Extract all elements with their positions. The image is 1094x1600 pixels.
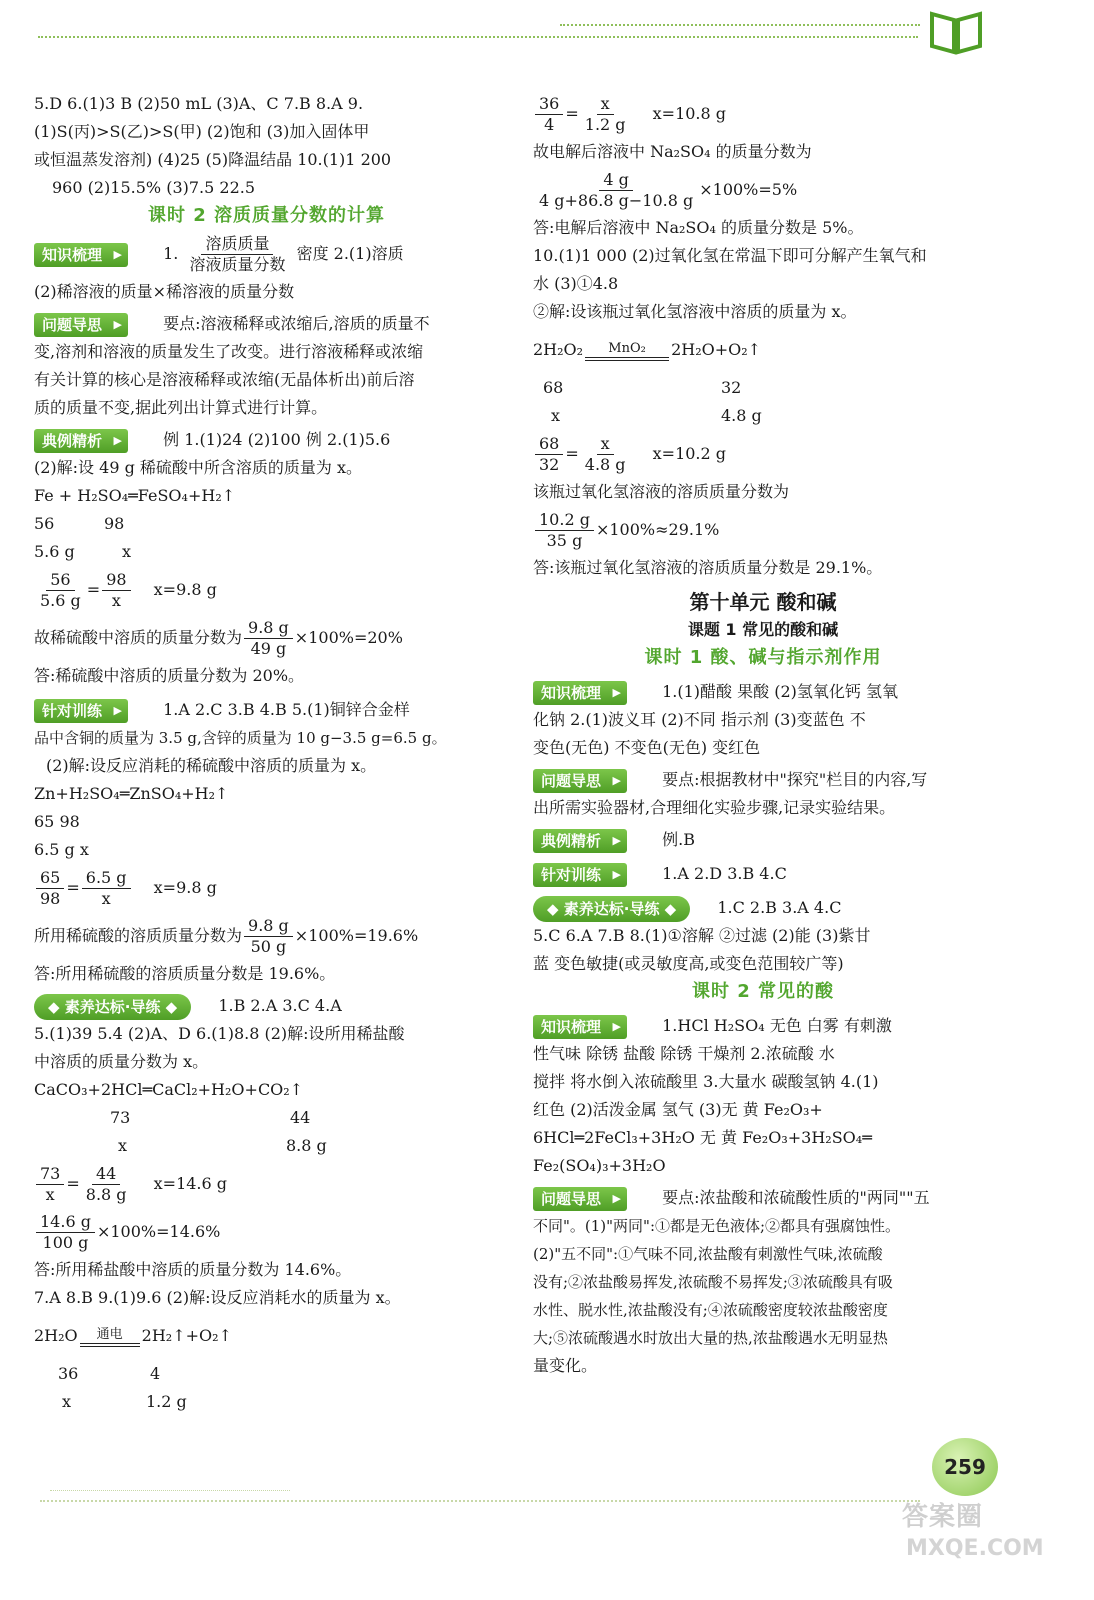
text: 要点:浓盐酸和浓硫酸性质的"两同""五 [662,1188,930,1207]
fraction [185,234,289,275]
badge-example: 典例精析 ▶ [34,429,128,453]
fraction [36,868,64,909]
equation-row [34,1360,499,1388]
answer-line: 有关计算的核心是溶液稀释或浓缩(无晶体析出)前后溶 [34,370,415,389]
watermark-url: MXQE.COM [906,1536,1044,1561]
answer-line: 质的质量不变,据此列出计算式进行计算。 [34,398,328,417]
unit-title: 第十单元 酸和碱 [689,590,837,614]
text: 密度 2.(1)溶质 [296,244,404,263]
equation [34,1312,499,1360]
answer-line: 答:所用稀盐酸中溶质的质量分数为 14.6%。 [34,1260,352,1279]
text: x=10.8 g [652,104,727,123]
denominator: x [101,889,111,908]
badge-question-guide: 问题导思 ▶ [34,313,128,337]
denominator: x [45,1185,55,1204]
proportion: $\frac{56}{5.6 g}$ = $\frac{98}{x}$ x=9.8 g [34,566,499,614]
answer-line: 答:所用稀硫酸的溶质质量分数是 19.6%。 [34,964,336,983]
denominator: 35 g [546,531,583,550]
equation-row [533,374,993,402]
fraction [581,434,630,475]
text: 2H₂↑+O₂↑ [141,1326,232,1345]
equation-row [34,1104,499,1132]
knowledge-row [533,678,993,706]
condition-label: 通电 [96,1326,123,1342]
lesson-heading: 课时 1 酸、碱与指示剂作用 [644,647,882,668]
proportion: $\frac{65}{98}$ = $\frac{6.5 g}{x}$ x=9.8 g [34,864,499,912]
text: 1.(1)醋酸 果酸 (2)氢氧化钙 氢氧 [662,682,898,701]
text: 4.8 g [721,406,762,425]
proportion: $\frac{68}{32}$ = $\frac{x}{4.8 g}$ x=10.2 g [533,430,993,478]
numerator: 65 [36,868,64,889]
percentage-line [34,912,499,960]
numerator: 73 [36,1164,64,1185]
answer-line: (2)"五不同":①气味不同,浓盐酸有刺激性气味,浓硫酸 [533,1245,883,1263]
answer-line: 品中含铜的质量为 3.5 g,含锌的质量为 10 g−3.5 g=6.5 g。 [34,729,447,747]
denominator: 49 g [250,639,287,658]
denominator: 5.6 g [40,591,81,610]
text: 5.6 g [34,542,75,561]
answer-line: ②解:设该瓶过氧化氢溶液中溶质的质量为 x。 [533,302,857,321]
equation-row: 65 98 [34,812,80,831]
text: 98 [104,514,125,533]
text: 36 [58,1364,79,1383]
question-guide-row [34,310,499,338]
badge-example: 典例精析 ▶ [533,829,627,853]
lesson-heading: 课时 2 溶质质量分数的计算 [147,205,386,226]
header-decoration-line [560,24,920,26]
answer-line: 960 (2)15.5% (3)7.5 22.5 [52,178,256,197]
numerator: 6.5 g [82,868,131,889]
numerator: 4 g [599,170,633,191]
answer-line: 5.D 6.(1)3 B (2)50 mL (3)A、C 7.B 8.A 9. [34,94,364,113]
percentage-line [34,614,499,662]
page-number: 259 [932,1438,998,1496]
percentage-line [533,166,993,214]
text: 故稀硫酸中溶质的质量分数为 [34,628,243,647]
text: 例 1.(1)24 (2)100 例 2.(1)5.6 [163,430,391,449]
badge-knowledge: 知识梳理 ▶ [34,243,128,267]
answer-line: 蓝 变色敏捷(或灵敏度高,或变色范围较广等) [533,954,844,973]
fraction [244,618,293,659]
badge-knowledge: 知识梳理 ▶ [533,1015,627,1039]
denominator: 4 g+86.8 g−10.8 g [539,191,694,210]
text: x [551,406,561,425]
text: x [62,1392,72,1411]
fraction [82,868,131,909]
equation-row [34,510,499,538]
badge-question-guide: 问题导思 ▶ [533,769,627,793]
question-guide-row [533,766,993,794]
knowledge-row [34,230,499,278]
fraction [244,916,293,957]
text: x=14.6 g [153,1174,228,1193]
answer-line: 或恒温蒸发溶剂) (4)25 (5)降温结晶 10.(1)1 200 [34,150,392,169]
proportion: $\frac{73}{x}$ = $\frac{44}{8.8 g}$ x=14.6 g [34,1160,499,1208]
numerator: 56 [46,570,74,591]
badge-literacy: ◆ 素养达标·导练 ◆ [533,896,690,922]
answer-line: (2)稀溶液的质量×稀溶液的质量分数 [34,282,295,301]
equation-row [34,1388,499,1416]
open-book-icon [928,6,984,56]
answer-line: 6HCl═2FeCl₃+3H₂O 无 黄 Fe₂O₃+3H₂SO₄═ [533,1128,872,1147]
question-guide-row [533,1184,993,1212]
answer-line: (2)解:设 49 g 稀硫酸中所含溶质的质量为 x。 [34,458,363,477]
answer-line: 不同"。(1)"两同":①都是无色液体;②都具有强腐蚀性。 [533,1217,901,1235]
answer-line: (1)S(丙)>S(乙)>S(甲) (2)饱和 (3)加入固体甲 [34,122,370,141]
reaction-condition [585,341,669,361]
text: 2H₂O [34,1326,78,1345]
equation: Fe + H₂SO₄═FeSO₄+H₂↑ [34,486,236,505]
text: ×100%≈29.1% [595,520,720,539]
numerator: 10.2 g [535,510,594,531]
answer-line: 中溶质的质量分数为 x。 [34,1052,209,1071]
answer-line: 量变化。 [533,1356,598,1375]
text: 所用稀硫酸的溶质质量分数为 [34,926,243,945]
answer-line: 变,溶剂和溶液的质量发生了改变。进行溶液稀释或浓缩 [34,342,424,361]
text: 56 [34,514,55,533]
denominator: 溶液质量分数 [189,255,286,274]
percentage-line [34,1208,499,1256]
equals-bar [80,1343,140,1347]
text: x=10.2 g [652,444,727,463]
answer-line: 搅拌 将水倒入浓硫酸里 3.大量水 碳酸氢钠 4.(1) [533,1072,879,1091]
text: 1.HCl H₂SO₄ 无色 白雾 有刺激 [662,1016,892,1035]
text: 1.A 2.D 3.B 4.C [662,864,787,883]
answer-line: 性气味 除锈 盐酸 除锈 干燥剂 2.浓硫酸 水 [533,1044,835,1063]
fraction [36,1164,64,1205]
text: ×100%=14.6% [96,1222,221,1241]
text: 1.B 2.A 3.C 4.A [218,996,342,1015]
fraction [36,570,85,611]
numerator: x [597,434,614,455]
example-row [533,826,993,854]
numerator: 44 [92,1164,120,1185]
numerator: 9.8 g [244,618,293,639]
text: 73 [110,1108,131,1127]
equation: CaCO₃+2HCl═CaCl₂+H₂O+CO₂↑ [34,1080,304,1099]
text: 1. [163,244,179,263]
text: 44 [290,1108,311,1127]
fraction [102,570,130,611]
answer-line: 大;⑤浓硫酸遇水时放出大量的热,浓盐酸遇水无明显热 [533,1329,888,1347]
training-row [34,696,499,724]
text: 1.2 g [146,1392,187,1411]
answer-line: 没有;②浓盐酸易挥发,浓硫酸不易挥发;③浓硫酸具有吸 [533,1273,893,1291]
equation: Zn+H₂SO₄═ZnSO₄+H₂↑ [34,784,229,803]
numerator: 36 [535,94,563,115]
text: 要点:溶液稀释或浓缩后,溶质的质量不 [163,314,430,333]
header-rule [38,36,918,38]
topic-title: 课题 1 常见的酸和碱 [687,620,839,639]
badge-training: 针对训练 ▶ [34,699,128,723]
text: 4 [150,1364,161,1383]
text: 32 [721,378,742,397]
fraction [82,1164,131,1205]
literacy-row [34,992,499,1020]
left-column [34,90,499,1416]
answer-line: 7.A 8.B 9.(1)9.6 (2)解:设反应消耗水的质量为 x。 [34,1288,401,1307]
literacy-row [533,894,993,922]
fraction [535,170,697,211]
answer-line: 化钠 2.(1)波义耳 (2)不同 指示剂 (3)变蓝色 不 [533,710,866,729]
denominator: x [111,591,121,610]
denominator: 8.8 g [85,1185,127,1204]
fraction [535,434,563,475]
numerator: 9.8 g [244,916,293,937]
fraction [36,1212,95,1253]
footer-decoration-line [50,1490,290,1491]
numerator: 溶质质量 [201,234,273,255]
fraction [581,94,630,135]
text: 例.B [662,830,695,849]
numerator: 98 [102,570,130,591]
equation-row [34,538,499,566]
badge-knowledge: 知识梳理 ▶ [533,681,627,705]
answer-line: 10.(1)1 000 (2)过氧化氢在常温下即可分解产生氧气和 [533,246,927,265]
right-column [533,90,993,1380]
numerator: 14.6 g [36,1212,95,1233]
answer-line: 变色(无色) 不变色(无色) 变红色 [533,738,761,757]
denominator: 1.2 g [584,115,626,134]
example-row [34,426,499,454]
badge-training: 针对训练 ▶ [533,863,627,887]
numerator: x [597,94,614,115]
equation [533,326,993,374]
denominator: 32 [539,455,560,474]
answer-line: 红色 (2)活泼金属 氢气 (3)无 黄 Fe₂O₃+ [533,1100,823,1119]
text: 1.C 2.B 3.A 4.C [717,898,842,917]
text: 8.8 g [286,1136,327,1155]
equation-row: 6.5 g x [34,840,89,859]
answer-line: 5.(1)39 5.4 (2)A、D 6.(1)8.8 (2)解:设所用稀盐酸 [34,1024,405,1043]
answer-line: 水 (3)①4.8 [533,274,619,293]
badge-literacy: ◆ 素养达标·导练 ◆ [34,994,191,1020]
denominator: 4.8 g [584,455,626,474]
answer-line: 答:该瓶过氧化氢溶液的溶质质量分数是 29.1%。 [533,558,883,577]
answer-line: Fe₂(SO₄)₃+3H₂O [533,1156,666,1175]
answer-line: (2)解:设反应消耗的稀硫酸中溶质的质量为 x。 [46,756,377,775]
equation-row [533,402,993,430]
equation-row [34,1132,499,1160]
text: 2H₂O+O₂↑ [671,340,762,359]
answer-line: 故电解后溶液中 Na₂SO₄ 的质量分数为 [533,142,812,161]
lesson-heading: 课时 2 常见的酸 [691,981,835,1002]
footer-rule [40,1500,920,1502]
numerator: 68 [535,434,563,455]
denominator: 50 g [250,937,287,956]
condition-label: MnO₂ [608,340,646,356]
answer-line: 答:电解后溶液中 Na₂SO₄ 的质量分数是 5%。 [533,218,864,237]
text: ×100%=20% [294,628,403,647]
denominator: 100 g [42,1233,89,1252]
knowledge-row [533,1012,993,1040]
text: ×100%=19.6% [294,926,419,945]
fraction [535,94,563,135]
answer-line: 5.C 6.A 7.B 8.(1)①溶解 ②过滤 (2)能 (3)紫甘 [533,926,871,945]
text: 68 [543,378,564,397]
proportion: $\frac{36}{4}$ = $\frac{x}{1.2 g}$ x=10.8 g [533,90,993,138]
training-row [533,860,993,888]
reaction-condition [80,1327,140,1347]
text: ×100%=5% [699,180,798,199]
text: x [122,542,132,561]
text: 1.A 2.C 3.B 4.B 5.(1)铜锌合金样 [163,700,410,719]
denominator: 4 [544,115,555,134]
percentage-line [533,506,993,554]
fraction [535,510,594,551]
answer-line: 水性、脱水性,浓盐酸没有;④浓硫酸密度较浓盐酸密度 [533,1301,888,1319]
text: x=9.8 g [153,878,217,897]
answer-line: 出所需实验器材,合理细化实验步骤,记录实验结果。 [533,798,896,817]
text: 2H₂O₂ [533,340,584,359]
watermark-logo: 答案圈 [902,1502,984,1532]
answer-line: 答:稀硫酸中溶质的质量分数为 20%。 [34,666,305,685]
text: 要点:根据教材中"探究"栏目的内容,写 [662,770,928,789]
text: x=9.8 g [153,580,217,599]
text: x [118,1136,128,1155]
equals-bar [585,357,669,361]
answer-line: 该瓶过氧化氢溶液的溶质质量分数为 [533,482,790,501]
badge-question-guide: 问题导思 ▶ [533,1187,627,1211]
denominator: 98 [40,889,61,908]
